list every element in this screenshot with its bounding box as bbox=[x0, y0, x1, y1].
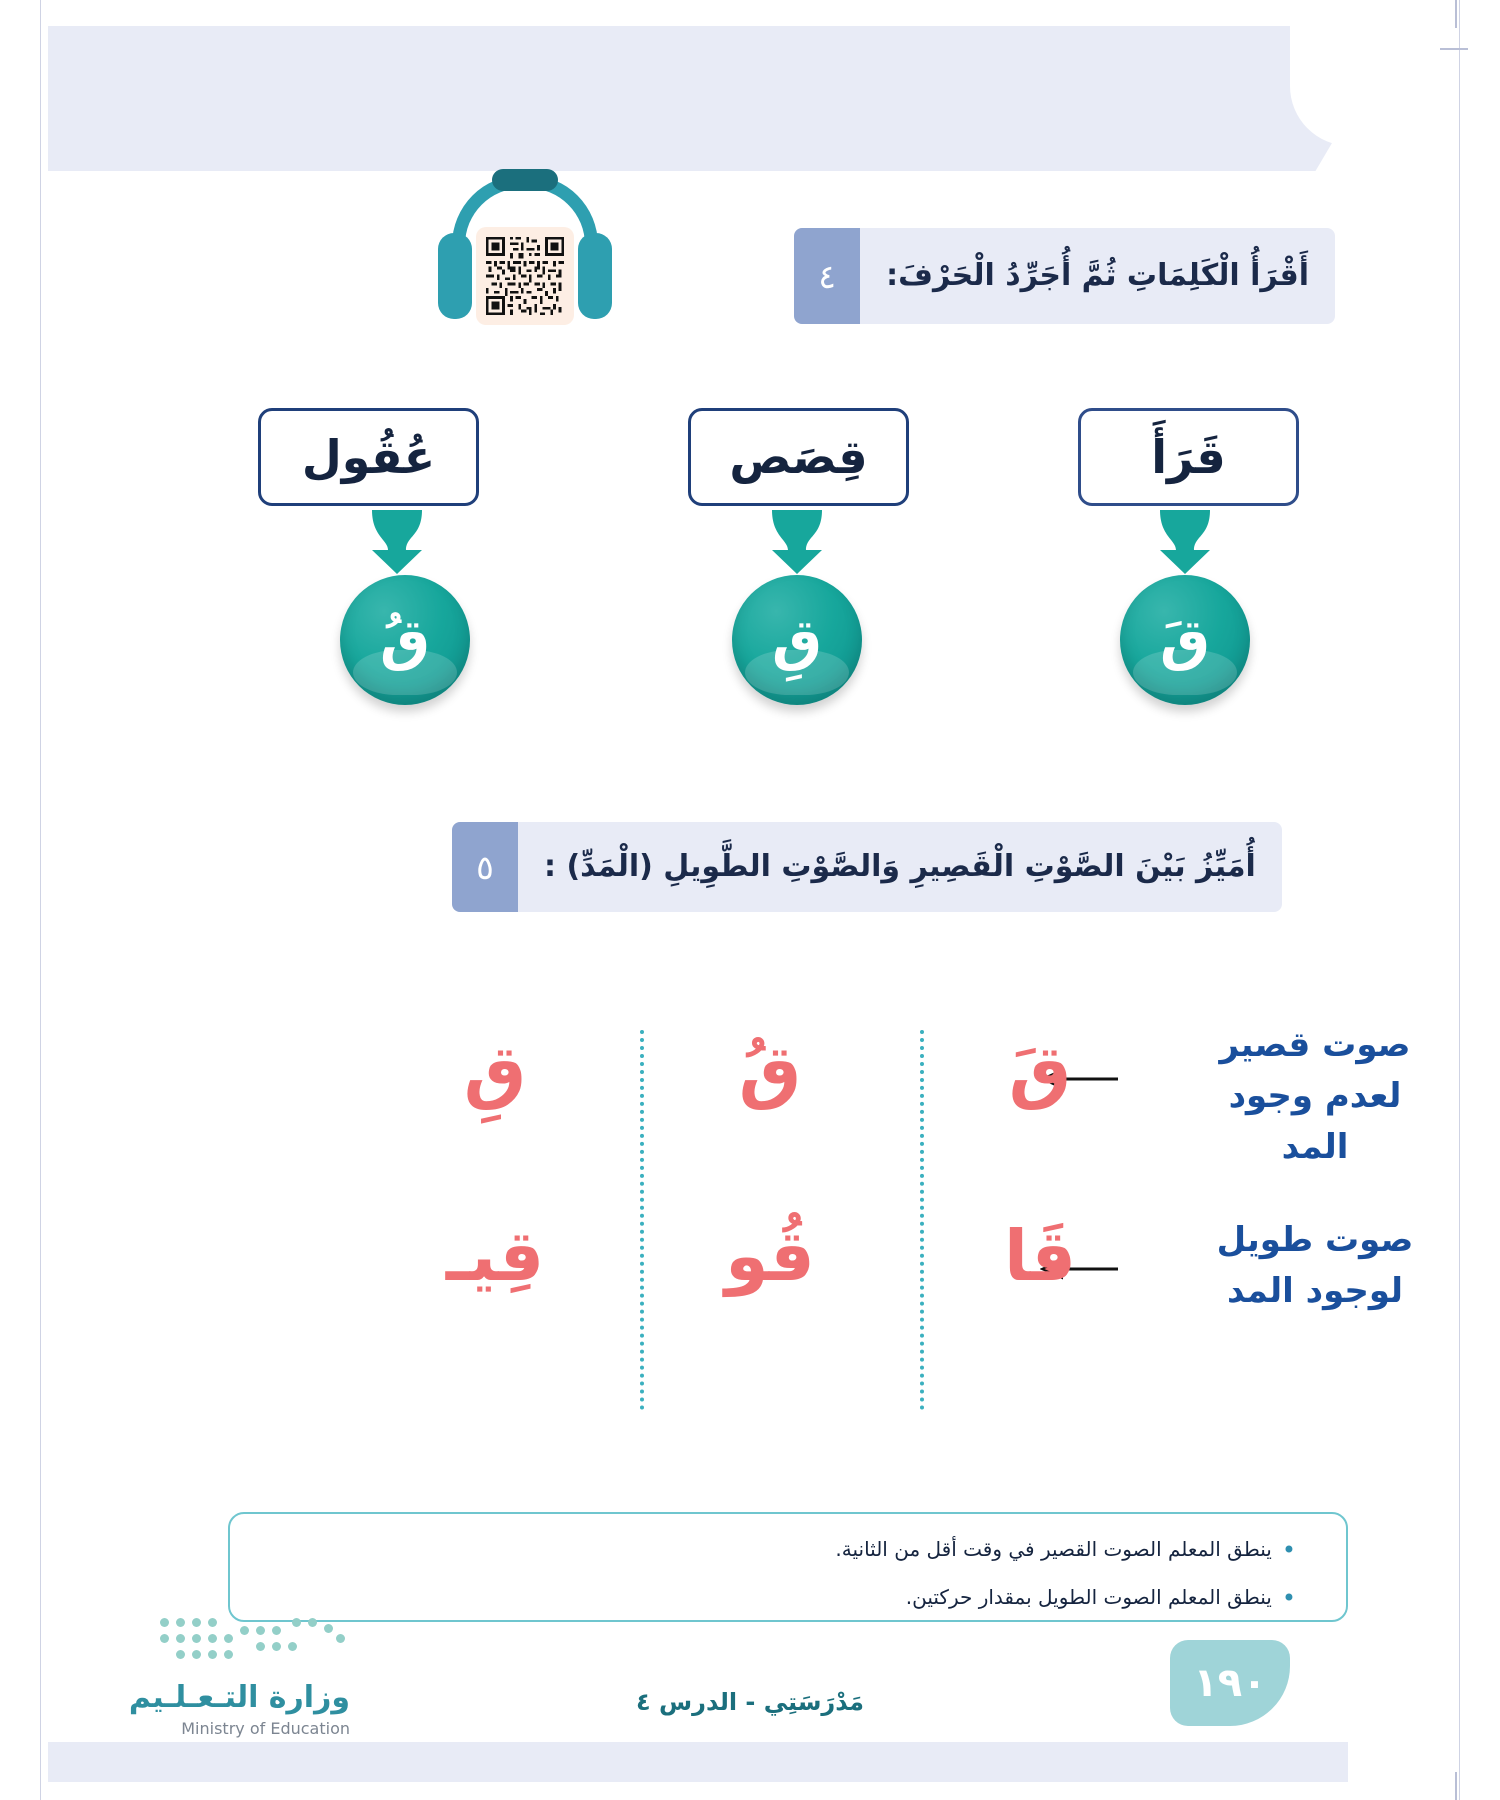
ministry-name-en: Ministry of Education bbox=[181, 1719, 350, 1738]
row-2-cell-2: قُو bbox=[725, 1215, 815, 1297]
ministry-logo bbox=[80, 1612, 350, 1760]
teacher-note-item-2: • ينطق المعلم الصوت الطويل بمقدار حركتين. bbox=[258, 1580, 1296, 1616]
word-card-2 bbox=[688, 408, 909, 506]
arrow-down-icon-2 bbox=[762, 506, 832, 578]
qr-code-icon bbox=[486, 237, 564, 315]
word-card-1-text: قَرَأَ bbox=[1151, 430, 1226, 484]
exercise-4-header bbox=[655, 228, 1335, 324]
footer-lesson-title: مَدْرَسَتِي - الدرس ٤ bbox=[636, 1688, 864, 1716]
crop-mark-top-right bbox=[1455, 0, 1457, 28]
row-1-cell-3: قِ bbox=[463, 1030, 527, 1112]
letter-circle-3-text: قُ bbox=[379, 607, 431, 673]
arrow-down-icon-1 bbox=[1150, 506, 1220, 578]
row-1-label bbox=[1190, 1020, 1440, 1173]
exercise-5-header bbox=[452, 822, 1282, 912]
row-1-cell-1: قَ bbox=[1008, 1030, 1072, 1112]
crop-mark-top-right-h bbox=[1440, 48, 1468, 50]
ministry-dots-icon bbox=[160, 1612, 350, 1674]
headphone-ear-left-icon bbox=[438, 233, 472, 319]
footer-band bbox=[48, 1742, 1348, 1782]
letter-circle-3 bbox=[340, 575, 470, 705]
exercise-5-number: ٥ bbox=[452, 822, 518, 912]
word-card-1 bbox=[1078, 408, 1299, 506]
page-frame-left bbox=[40, 0, 41, 1800]
word-card-3 bbox=[258, 408, 479, 506]
page-number: ١٩٠ bbox=[1170, 1640, 1290, 1726]
row-2-label bbox=[1190, 1215, 1440, 1317]
row-2-cell-1: قَا bbox=[1003, 1215, 1077, 1297]
row-2-label-line1: صوت طويل bbox=[1216, 1220, 1414, 1260]
row-1-label-line2: لعدم وجود المد bbox=[1228, 1076, 1402, 1167]
letter-circle-1-text: قَ bbox=[1159, 607, 1211, 673]
letter-circle-1 bbox=[1120, 575, 1250, 705]
letter-circle-2-text: قِ bbox=[771, 607, 823, 673]
exercise-4-number: ٤ bbox=[794, 228, 860, 324]
letter-circle-2 bbox=[732, 575, 862, 705]
ministry-name-ar: وزارة التـعـلـيم bbox=[128, 1680, 350, 1715]
crop-mark-bottom-right bbox=[1455, 1772, 1457, 1800]
page-frame-right bbox=[1459, 0, 1460, 1800]
exercise-5-instruction: أُمَيِّزُ بَيْنَ الصَّوْتِ الْقَصِيرِ وَالصَّوْتِ الطَّوِيلِ (الْمَدِّ) : bbox=[518, 822, 1282, 912]
headphones-qr-icon[interactable] bbox=[430, 175, 620, 340]
word-card-2-text: قِصَص bbox=[729, 430, 868, 484]
row-1-cell-2: قُ bbox=[738, 1030, 802, 1112]
teacher-note-item-1: • ينطق المعلم الصوت القصير في وقت أقل من الثانية. bbox=[258, 1532, 1296, 1568]
teacher-note-list bbox=[258, 1532, 1318, 1616]
row-2-label-line2: لوجود المد bbox=[1226, 1271, 1404, 1311]
arrow-down-icon-3 bbox=[362, 506, 432, 578]
teacher-note-box bbox=[228, 1512, 1348, 1622]
headphone-top-pad-icon bbox=[492, 169, 558, 191]
headphone-ear-right-icon bbox=[578, 233, 612, 319]
row-1-label-line1: صوت قصير bbox=[1219, 1025, 1411, 1065]
qr-code-frame[interactable] bbox=[476, 227, 574, 325]
exercise-4-instruction: أَقْرَأُ الْكَلِمَاتِ ثُمَّ أُجَرِّدُ الْحَرْفَ: bbox=[860, 228, 1335, 324]
word-card-3-text: عُقُول bbox=[301, 430, 436, 484]
header-band bbox=[48, 26, 1348, 171]
column-divider-1 bbox=[920, 1030, 924, 1410]
column-divider-2 bbox=[640, 1030, 644, 1410]
row-2-cell-3: قِيـ bbox=[445, 1215, 545, 1297]
